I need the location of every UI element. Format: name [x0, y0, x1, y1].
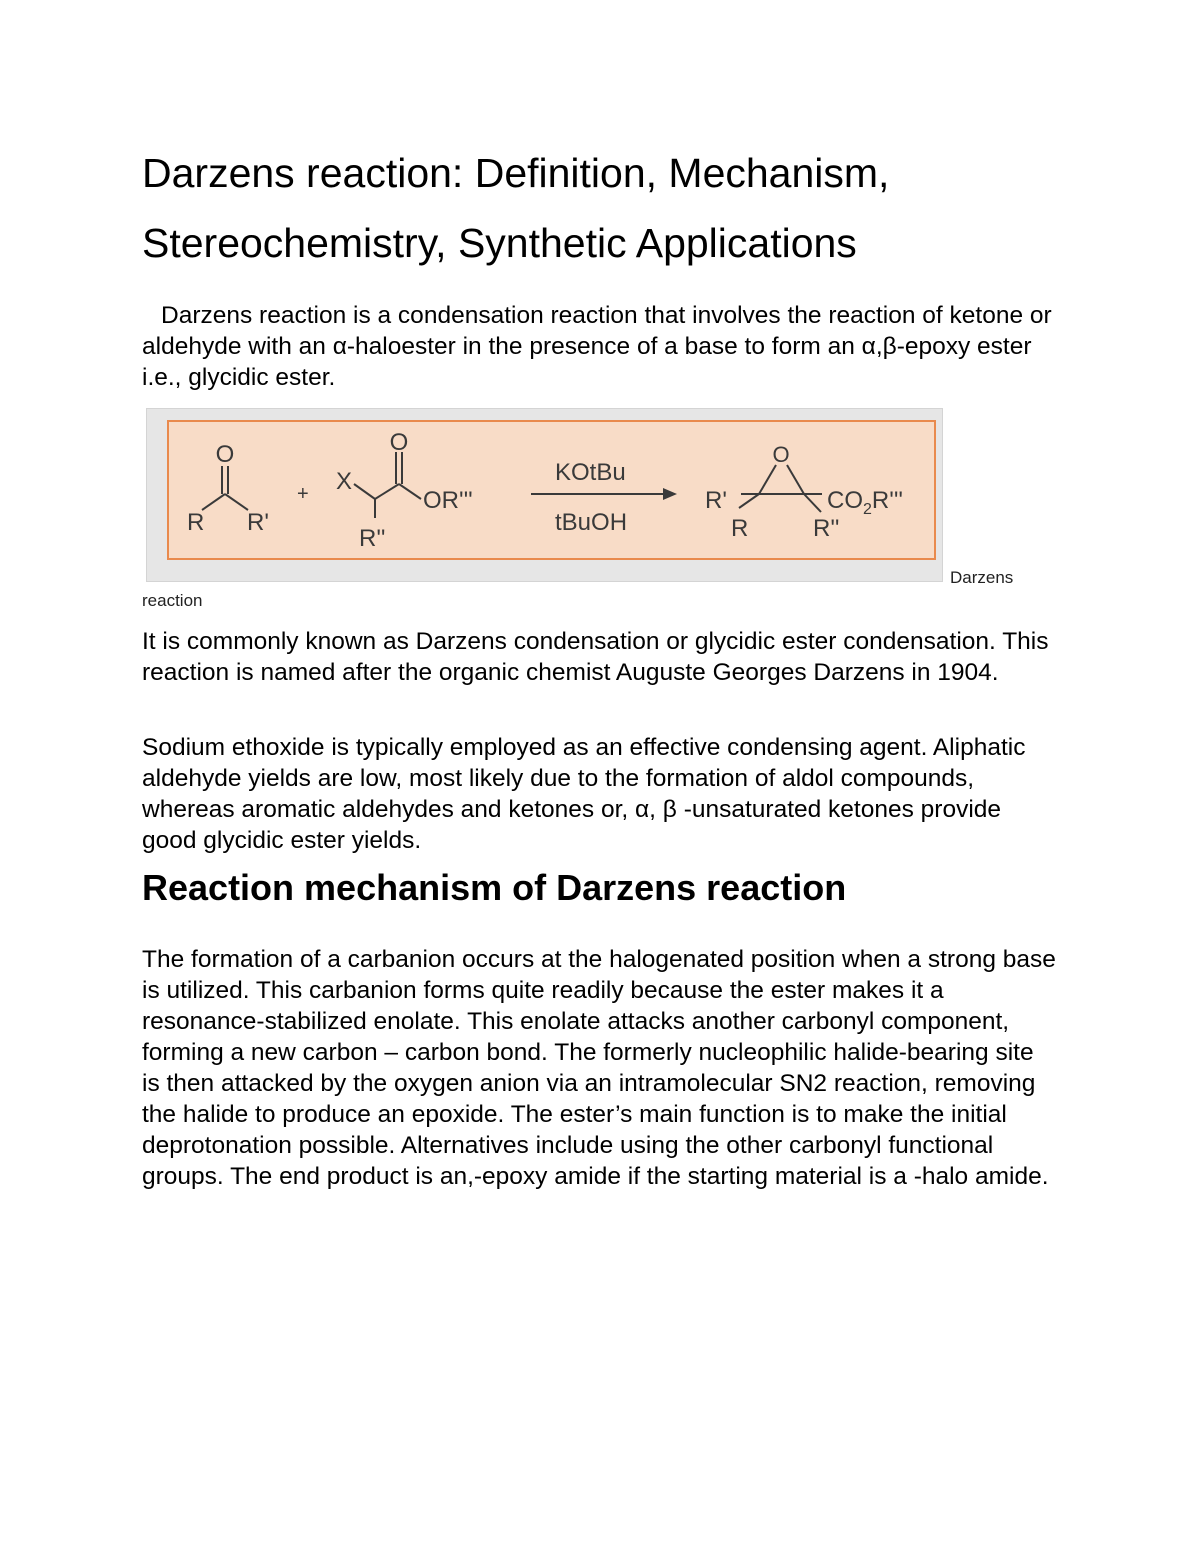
- reactant2-r-double-prime: R'': [359, 525, 386, 552]
- intro-paragraph: [142, 300, 1057, 393]
- plus-sign: +: [297, 483, 309, 505]
- paragraph-mechanism: The formation of a carbanion occurs at the halogenated position when a strong base is utilized. This carbanion forms quite readily because the ester makes it a resonance-stabilized enolate. This enolate attacks another carbonyl component, forming a new carbon – carbon bond. The formerly nucleophilic halide-bearing site is then attacked by the oxygen anion via an intramolecular SN2 reaction, removing the halide to produce an epoxide. The ester’s main function is to make the initial deprotonation possible. Alternatives include using the other carbonyl functional groups. The end product is an,-epoxy amide if the starting material is a -halo amide.: [142, 946, 1056, 1190]
- document-title: [142, 138, 1057, 278]
- intro-text: Darzens reaction is a condensation reaction that involves the reaction of ketone or aldehyde with an α-haloester in the presence of a base to form an α,β-epoxy ester i.e., glycidic ester.: [142, 302, 1052, 391]
- reactant2-ester: OR''': [423, 487, 473, 514]
- reactant1-r-prime: R': [247, 509, 269, 536]
- product-subscript: 2: [863, 501, 872, 518]
- figure-caption-part-2: reaction: [142, 591, 203, 610]
- product-r-triple-prime: R''': [871, 487, 903, 514]
- arrow-head-icon: [663, 488, 677, 500]
- reactant1-oxygen: O: [215, 441, 235, 468]
- reaction-scheme: [167, 420, 936, 560]
- product-r-double-prime: R'': [813, 515, 840, 542]
- paragraph-condensation: It is commonly known as Darzens condensation or glycidic ester condensation. This reaction is named after the organic chemist Auguste Georges Darzens in 1904.: [142, 628, 1049, 686]
- reactant2-halogen: X: [336, 468, 353, 495]
- reactant2-oxygen: O: [389, 429, 409, 456]
- section-heading-mechanism: Reaction mechanism of Darzens reaction: [142, 867, 847, 908]
- reagent-bottom: tBuOH: [555, 509, 628, 536]
- title-line-1: Darzens reaction: Definition, Mechanism,: [142, 150, 890, 196]
- paragraph-condensing-agent: Sodium ethoxide is typically employed as an effective condensing agent. Aliphatic aldehyde yields are low, most likely due to the formation of aldol compounds, whereas aromatic aldehydes and ketones or, α, β -unsaturated ketones provide good glycidic ester yields.: [142, 734, 1026, 854]
- reactant1-r: R: [187, 509, 205, 536]
- reagent-top: KOtBu: [555, 459, 626, 486]
- product-ester-group: [827, 487, 903, 518]
- product-r: R: [731, 515, 749, 542]
- figure-caption-part-1: Darzens: [950, 568, 1014, 587]
- reaction-scheme-drawing: [169, 422, 934, 558]
- reaction-figure: [146, 408, 943, 582]
- product-r-prime: R': [705, 487, 727, 514]
- product-oxygen: O: [772, 442, 790, 467]
- product-co: CO: [827, 487, 863, 514]
- title-line-2: Stereochemistry, Synthetic Applications: [142, 220, 857, 266]
